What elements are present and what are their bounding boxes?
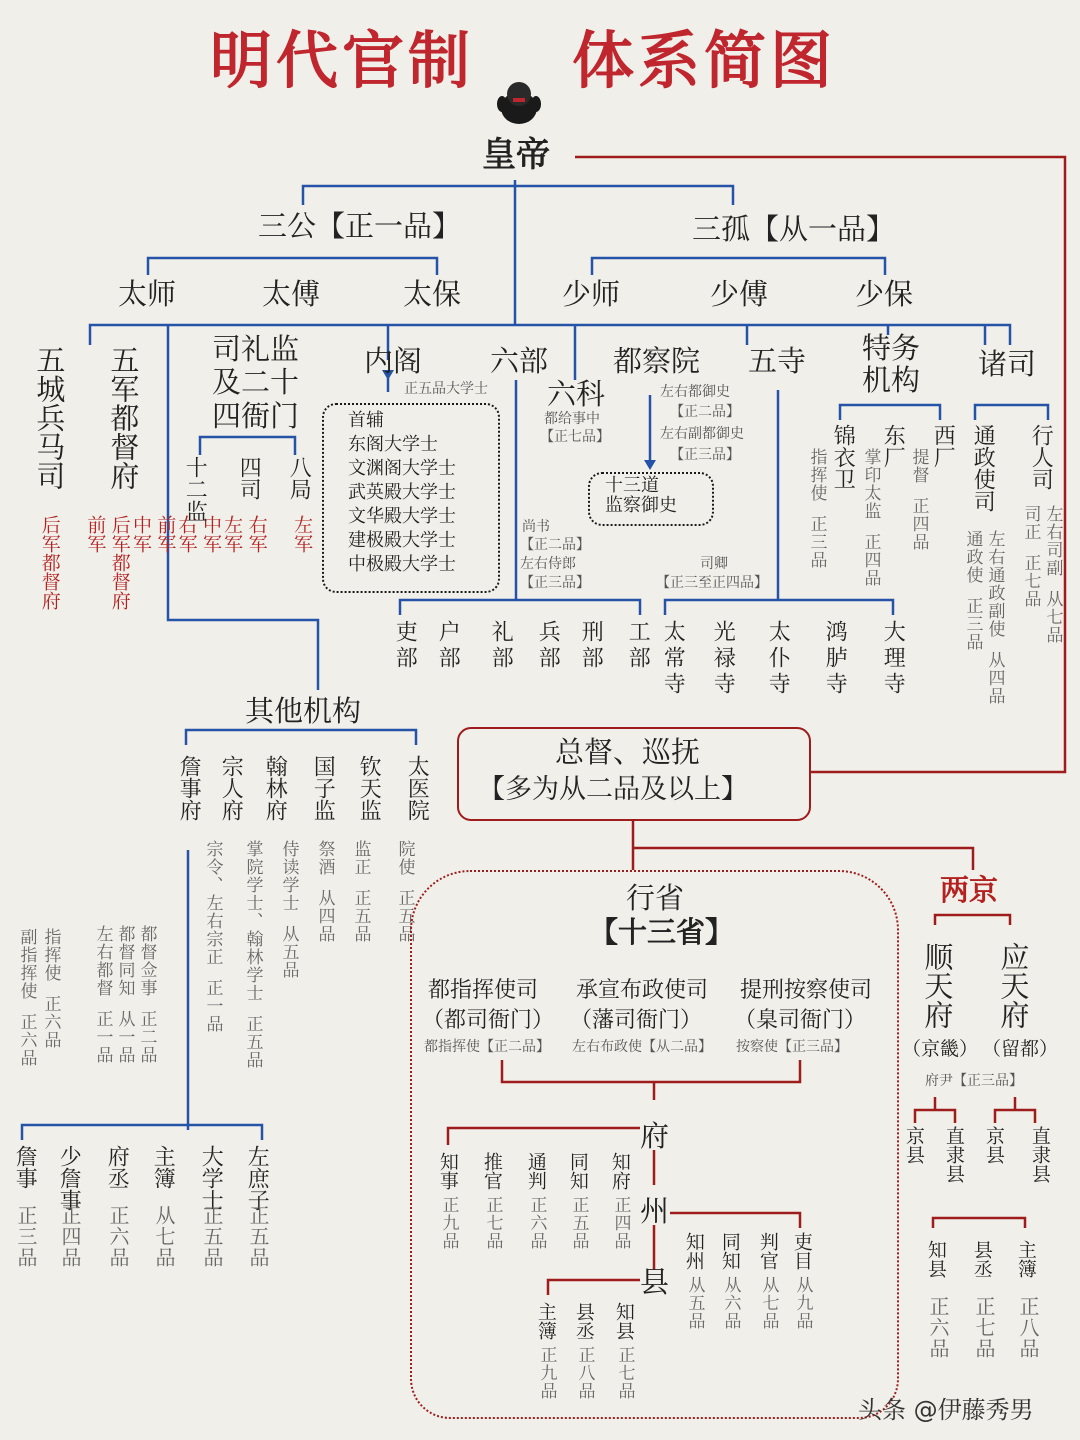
qita-item: 国子监 [310, 755, 336, 821]
xian-official: 知县 [612, 1302, 635, 1340]
tewu-rank-2: 掌印太监 正四品 [860, 448, 881, 587]
zhanshi-item: 大学士 [198, 1145, 224, 1211]
qita-item: 詹事府 [176, 755, 202, 821]
taibao-label: 太保 [403, 277, 462, 311]
liangjing-rank: 正八品 [1016, 1296, 1040, 1359]
zhusi-rank-1: 通政使 正三品 [962, 530, 983, 651]
qita-item: 翰林府 [262, 755, 288, 821]
watermark: 头条 @伊藤秀男 [858, 1396, 1034, 1424]
fu-official: 推官 [480, 1152, 503, 1190]
sangong-label: 三公【正一品】 [258, 209, 462, 243]
wujun-rank-3: 都督佥事 正二品 [136, 925, 157, 1064]
xian-official: 县丞 [572, 1302, 595, 1340]
siqing-rank: 【正三至正四品】 [656, 575, 768, 591]
shisandao-label: 十三道 监察御史 [605, 475, 677, 516]
zhou-label: 州 [640, 1194, 670, 1228]
yingtian-label: 应天府 [996, 942, 1031, 1029]
fu-official: 通判 [524, 1152, 547, 1190]
zongdu-rank: 【多为从二品及以上】 [478, 774, 748, 805]
tewu-item-3: 西厂 [930, 424, 956, 468]
duchayuan-label: 都察院 [613, 344, 701, 378]
qita-rank-1: 宗令、左右宗正 正一品 [202, 840, 223, 1033]
official-hat-icon [496, 74, 542, 126]
sangu-label: 三孤【从一品】 [692, 212, 896, 246]
neige-item: 中极殿大学士 [348, 554, 456, 575]
si-item: 太常寺 [660, 620, 686, 698]
sansi-alias: （臬司衙门） [734, 1008, 867, 1033]
fu-rank: 正九品 [438, 1196, 459, 1250]
shaobao-label: 少保 [855, 277, 914, 311]
neige-note: 正五品大学士 [404, 381, 488, 397]
du-2: 左右副都御史 [660, 426, 744, 442]
zhusi-label: 诸司 [978, 347, 1037, 381]
zhusi-rank-3: 司正 正七品 [1020, 505, 1041, 608]
si-item: 大理寺 [880, 620, 906, 698]
zhanshi-item: 詹事 [12, 1145, 38, 1189]
tewu-label: 特务 机构 [862, 331, 921, 397]
shaofu-label: 少傅 [710, 277, 769, 311]
liubu-label: 六部 [490, 344, 549, 378]
bu-item: 兵部 [535, 620, 561, 672]
liangjing-label: 两京 [940, 873, 999, 907]
liudu-label: （留都） [982, 1038, 1059, 1060]
xian-rank: 正八品 [574, 1346, 595, 1400]
zhou-official: 同知 [718, 1232, 741, 1270]
liangjing-official: 主簿 [1014, 1240, 1037, 1278]
sansi-alias: （藩司衙门） [570, 1008, 703, 1033]
liuke-label: 六科 [547, 377, 606, 411]
qita-rank-3: 侍读学士 从五品 [278, 840, 299, 979]
wucheng-rank-2: 指挥使 正六品 [40, 928, 61, 1049]
fuyin-label: 府尹【正三品】 [925, 1073, 1023, 1089]
tewu-rank-3: 提督 正四品 [908, 448, 929, 551]
sansi-rank: 左右布政使【从二品】 [572, 1039, 712, 1055]
siqing-label: 司卿 [700, 556, 728, 572]
zhanshi-rank: 正六品 [106, 1205, 130, 1268]
zhusi-rank-4: 左右司副 从七品 [1042, 505, 1063, 644]
zhou-official: 判官 [756, 1232, 779, 1270]
qita-rank-2: 掌院学士、翰林学士 正五品 [242, 840, 263, 1069]
qita-item: 钦天监 [356, 755, 382, 821]
bu-item: 礼部 [488, 620, 514, 672]
wucheng-units: 左军 右军 中军 前军 后军都督府 [38, 515, 244, 610]
wujun-rank-2: 都督同知 从一品 [114, 925, 135, 1064]
neige-item: 首辅 [348, 410, 384, 431]
xingsheng-label: 行省 [626, 881, 685, 915]
neige-item: 东阁大学士 [348, 434, 438, 455]
qita-rank-4: 祭酒 从四品 [314, 840, 335, 943]
si-item: 鸿胪寺 [822, 620, 848, 698]
taishi-label: 太师 [118, 277, 177, 311]
taifu-label: 太傅 [262, 277, 321, 311]
zhanshi-rank: 从七品 [152, 1205, 176, 1268]
si-item: 太仆寺 [765, 620, 791, 698]
zhanshi-rank: 正四品 [58, 1205, 82, 1268]
zongdu-label: 总督、巡抚 [555, 735, 701, 769]
shangshu-rank: 【正二品】 [520, 537, 590, 553]
fu-official: 同知 [566, 1152, 589, 1190]
jingxian-item: 直隶县 [1028, 1126, 1051, 1183]
xian-rank: 正七品 [614, 1346, 635, 1400]
qita-rank-6: 院使 正五品 [394, 840, 415, 943]
jingxian-item: 京县 [982, 1126, 1005, 1164]
wujun-label: 五军都督府 [106, 345, 141, 490]
xian-official: 主簿 [534, 1302, 557, 1340]
fu-label: 府 [640, 1119, 670, 1153]
xian-label: 县 [640, 1265, 670, 1299]
zhou-official: 吏目 [790, 1232, 813, 1270]
fu-rank: 正四品 [610, 1196, 631, 1250]
wujun-units: 左军 右军 中军 前军 后军都督府 [108, 515, 314, 610]
sansi-name: 承宣布政使司 [576, 978, 709, 1003]
sili-sub-3: 八局 [286, 456, 312, 500]
shilang-label: 左右侍郎 [520, 556, 576, 572]
sili-sub-2: 四司 [236, 456, 262, 500]
liangjing-official: 县丞 [970, 1240, 993, 1278]
zhanshi-item: 府丞 [104, 1145, 130, 1189]
neige-item: 武英殿大学士 [348, 482, 456, 503]
sansi-alias: （都司衙门） [422, 1008, 555, 1033]
neige-label: 内阁 [364, 344, 423, 378]
jingji-label: （京畿） [902, 1038, 979, 1060]
zhanshi-item: 少詹事 [56, 1145, 82, 1211]
qita-rank-5: 监正 正五品 [350, 840, 371, 943]
shaoshi-label: 少师 [562, 277, 621, 311]
zhanshi-rank: 正五品 [246, 1205, 270, 1268]
du-1-rank: 【正二品】 [670, 404, 740, 420]
zhanshi-rank: 正三品 [14, 1205, 38, 1268]
zhou-rank: 从九品 [792, 1276, 813, 1330]
liangjing-rank: 正七品 [972, 1296, 996, 1359]
fu-rank: 正七品 [482, 1196, 503, 1250]
qita-item: 宗人府 [218, 755, 244, 821]
zhou-rank: 从七品 [758, 1276, 779, 1330]
shisansheng-label: 【十三省】 [589, 915, 735, 949]
jingxian-item: 京县 [902, 1126, 925, 1164]
tewu-item-2: 东厂 [880, 424, 906, 468]
zhanshi-item: 左庶子 [244, 1145, 270, 1211]
sili-label: 司礼监 及二十 四衙门 [212, 332, 300, 433]
neige-item: 文渊阁大学士 [348, 458, 456, 479]
sili-sub-1: 十二监 [182, 456, 208, 522]
wucheng-rank-1: 副指挥使 正六品 [16, 928, 37, 1067]
fu-rank: 正六品 [526, 1196, 547, 1250]
liuke-note-1: 都给事中 [544, 411, 600, 427]
du-1: 左右都御史 [660, 384, 730, 400]
shangshu-label: 尚书 [522, 519, 550, 535]
xian-rank: 正九品 [536, 1346, 557, 1400]
emperor-label: 皇帝 [482, 135, 550, 175]
shuntian-label: 顺天府 [920, 942, 955, 1029]
zhou-official: 知州 [682, 1232, 705, 1270]
title-right: 体系简图 [572, 24, 837, 97]
si-item: 光禄寺 [710, 620, 736, 698]
wujun-rank-1: 左右都督 正一品 [92, 925, 113, 1064]
liangjing-official: 知县 [924, 1240, 947, 1278]
du-2-rank: 【正三品】 [670, 447, 740, 463]
bu-item: 吏部 [392, 620, 418, 672]
sansi-rank: 都指挥使【正二品】 [424, 1039, 550, 1055]
liuke-note-2: 【正七品】 [540, 429, 610, 445]
jingxian-item: 直隶县 [942, 1126, 965, 1183]
bu-item: 刑部 [578, 620, 604, 672]
wucheng-label: 五城兵马司 [32, 345, 67, 490]
liangjing-rank: 正六品 [926, 1296, 950, 1359]
fu-official: 知府 [608, 1152, 631, 1190]
fu-official: 知事 [436, 1152, 459, 1190]
zhou-rank: 从五品 [684, 1276, 705, 1330]
qita-label: 其他机构 [245, 694, 362, 728]
sansi-rank: 按察使【正三品】 [736, 1039, 848, 1055]
zhusi-item-1: 通政使司 [970, 424, 996, 512]
zhanshi-item: 主簿 [150, 1145, 176, 1189]
tewu-item-1: 锦衣卫 [830, 424, 856, 490]
qita-item: 太医院 [404, 755, 430, 821]
zhanshi-rank: 正五品 [200, 1205, 224, 1268]
tewu-rank-1: 指挥使 正三品 [806, 448, 827, 569]
fu-rank: 正五品 [568, 1196, 589, 1250]
sansi-name: 提刑按察使司 [740, 978, 873, 1003]
sansi-name: 都指挥使司 [428, 978, 539, 1003]
neige-item: 文华殿大学士 [348, 506, 456, 527]
zhou-rank: 从六品 [720, 1276, 741, 1330]
zhusi-item-2: 行人司 [1028, 424, 1054, 490]
bu-item: 户部 [435, 620, 461, 672]
bu-item: 工部 [625, 620, 651, 672]
shilang-rank: 【正三品】 [520, 575, 590, 591]
neige-item: 建极殿大学士 [348, 530, 456, 551]
zhusi-rank-2: 左右通政副使 从四品 [984, 530, 1005, 705]
wusi-label: 五寺 [748, 344, 807, 378]
title-left: 明代官制 [210, 24, 475, 97]
